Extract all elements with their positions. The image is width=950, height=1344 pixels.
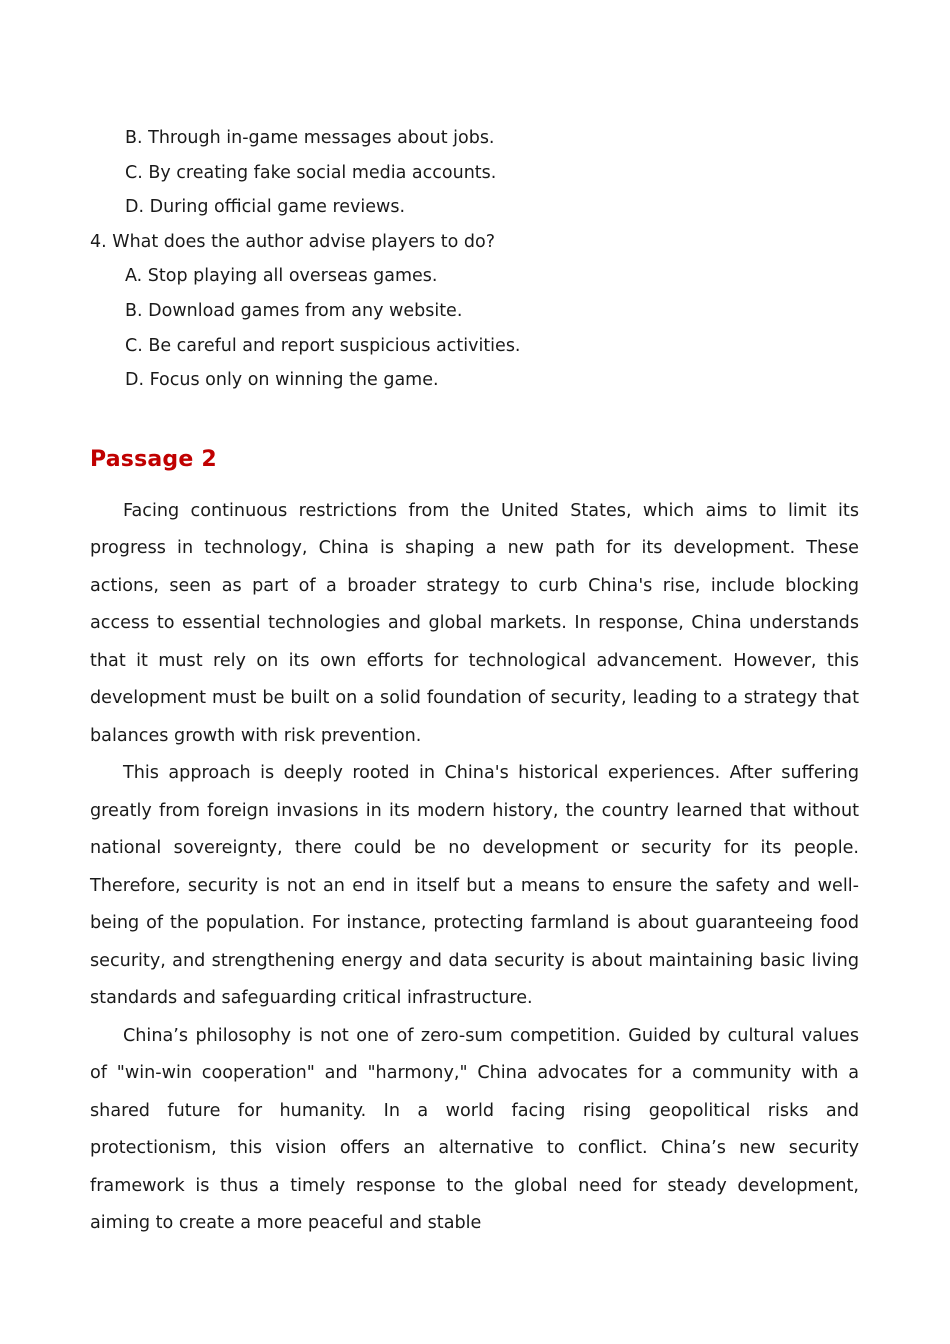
question-option: C. Be careful and report suspicious activities. [125,335,521,356]
passage-paragraph: Facing continuous restrictions from the United States, which aims to limit its progress in technology, China is shaping a new path for its development. These actions, seen as part of a broader strategy to curb China's rise, include blocking access to essential technologies and global markets. In response, China understands that it must rely on its own efforts for technological advancement. However, this development must be built on a solid foundation of security, leading to a strategy that balances growth with risk prevention. [90,500,859,746]
question-option: B. Through in-game messages about jobs. [125,128,495,148]
passage-body [90,493,859,1243]
question-option: B. Download games from any website. [125,300,463,321]
question-option: A. Stop playing all overseas games. [125,266,438,287]
question-block [90,0,859,398]
question-stem: 4. What does the author advise players to do? [90,231,496,252]
question-option: D. Focus only on winning the game. [125,370,439,391]
passage-heading: Passage 2 [90,446,217,472]
page-content [90,0,859,1243]
question-option: D. During official game reviews. [125,197,406,218]
passage-paragraph: China’s philosophy is not one of zero-sum competition. Guided by cultural values of "win-win cooperation" and "harmony," China advocates for a community with a shared future for humanity. In a world facing rising geopolitical risks and protectionism, this vision offers an alternative to conflict. China’s new security framework is thus a timely response to the global need for steady development, aiming to create a more peaceful and stable [90,1025,859,1234]
question-option: C. By creating fake social media accounts. [125,162,497,183]
passage-paragraph: This approach is deeply rooted in China's historical experiences. After suffering greatly from foreign invasions in its modern history, the country learned that without national sovereignty, there could be no development or security for its people. Therefore, security is not an end in itself but a means to ensure the safety and well-being of the population. For instance, protecting farmland is about guaranteeing food security, and strengthening energy and data security is about maintaining basic living standards and safeguarding critical infrastructure. [90,763,859,1009]
